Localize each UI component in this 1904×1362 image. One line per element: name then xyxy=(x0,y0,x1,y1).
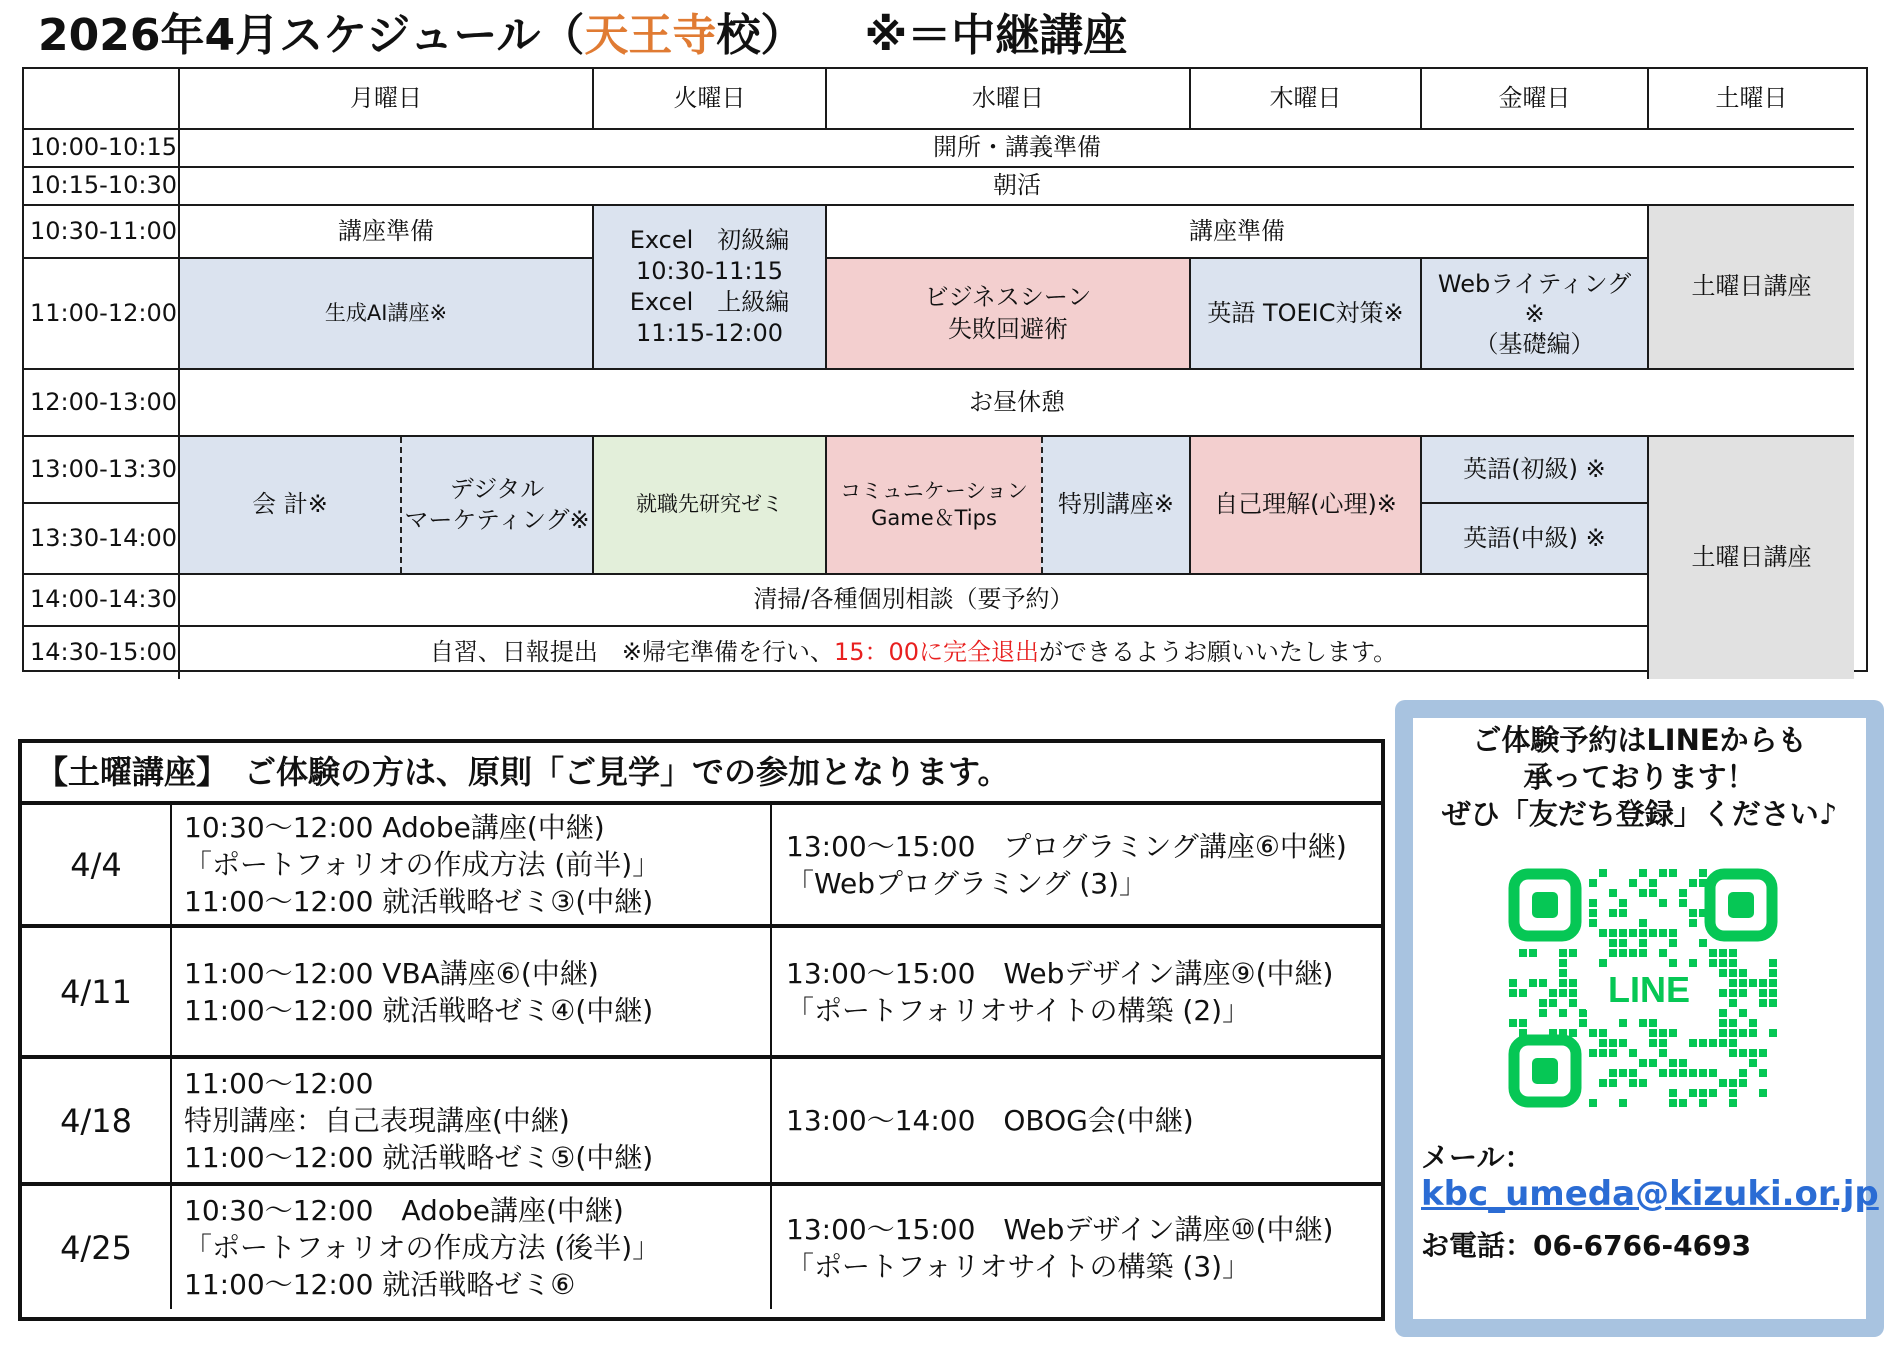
qr-module xyxy=(1719,1039,1727,1047)
qr-module xyxy=(1709,1039,1717,1047)
qr-module xyxy=(1599,1079,1607,1087)
qr-module xyxy=(1609,1079,1617,1087)
phone-number[interactable]: 06-6766-4693 xyxy=(1533,1229,1752,1262)
fri-web-writing-cell xyxy=(1422,259,1649,370)
qr-module xyxy=(1619,1069,1627,1077)
qr-module xyxy=(1759,999,1767,1007)
qr-module xyxy=(1699,939,1707,947)
qr-module xyxy=(1729,959,1737,967)
saturday-morning-courses xyxy=(172,1186,772,1309)
saturday-date: 4/11 xyxy=(22,928,172,1055)
course-line: 11:00～12:00 VBA講座⑥(中継) xyxy=(184,956,599,990)
course-line: 特別講座：自己表現講座(中継) xyxy=(184,1104,570,1137)
page-title xyxy=(38,8,1127,64)
phone-line xyxy=(1421,1224,1751,1264)
exit-time-notice: 15：00に完全退出 xyxy=(833,638,1040,667)
qr-module xyxy=(1699,869,1707,877)
qr-module xyxy=(1689,1089,1697,1097)
saturday-afternoon-courses xyxy=(772,928,1381,1055)
course-line: 「ポートフォリオサイトの構築 (2)」 xyxy=(786,993,1251,1027)
qr-module xyxy=(1729,1089,1737,1097)
course-line: 13:00～15:00 Webデザイン講座⑨(中継) xyxy=(786,956,1334,990)
mon-ai-course-cell: 生成AI講座※ xyxy=(180,259,594,370)
qr-module xyxy=(1509,1019,1517,1027)
qr-module xyxy=(1679,1099,1687,1107)
time-slot: 12:00-13:00 xyxy=(24,370,180,437)
qr-module xyxy=(1749,1029,1757,1037)
qr-module xyxy=(1509,979,1517,987)
qr-module xyxy=(1529,949,1537,957)
day-header-sat: 土曜日 xyxy=(1649,69,1854,130)
qr-module xyxy=(1639,929,1647,937)
qr-module xyxy=(1719,1009,1727,1017)
day-header-fri: 金曜日 xyxy=(1422,69,1649,130)
qr-module xyxy=(1519,949,1527,957)
qr-module xyxy=(1679,889,1687,897)
qr-module xyxy=(1669,939,1677,947)
qr-module xyxy=(1729,1029,1737,1037)
qr-module xyxy=(1659,1039,1667,1047)
qr-module xyxy=(1629,929,1637,937)
qr-module xyxy=(1759,1049,1767,1057)
qr-module xyxy=(1709,959,1717,967)
qr-module xyxy=(1639,949,1647,957)
qr-module xyxy=(1659,869,1667,877)
qr-module xyxy=(1629,1049,1637,1057)
qr-module xyxy=(1589,919,1597,927)
time-slot: 13:00-13:30 xyxy=(24,437,180,504)
saturday-course-table xyxy=(18,739,1385,1321)
qr-module xyxy=(1669,929,1677,937)
qr-module xyxy=(1769,999,1777,1007)
qr-finder-bl-core xyxy=(1532,1058,1558,1084)
qr-module xyxy=(1729,969,1737,977)
qr-module xyxy=(1549,989,1557,997)
saturday-morning-courses xyxy=(172,1059,772,1182)
qr-module xyxy=(1609,929,1617,937)
corner-cell xyxy=(24,69,180,130)
qr-module xyxy=(1699,1089,1707,1097)
digital-line-2: マーケティング※ xyxy=(404,506,590,534)
qr-module xyxy=(1619,1019,1627,1027)
qr-module xyxy=(1739,1069,1747,1077)
phone-label: お電話： xyxy=(1421,1229,1534,1262)
thu-self-understanding-cell: 自己理解(心理)※ xyxy=(1191,437,1422,575)
qr-module xyxy=(1559,979,1567,987)
course-line: 「ポートフォリオの作成方法 (前半)」 xyxy=(184,848,661,881)
qr-module xyxy=(1609,1069,1617,1077)
title-note: ※＝中継講座 xyxy=(864,10,1128,61)
qr-module xyxy=(1569,979,1577,987)
saturday-morning-courses xyxy=(172,928,772,1055)
qr-module xyxy=(1579,1019,1587,1027)
qr-module xyxy=(1669,1059,1677,1067)
wed-fri-prep-cell: 講座準備 xyxy=(827,206,1649,259)
qr-module xyxy=(1739,1049,1747,1057)
qr-module xyxy=(1549,999,1557,1007)
web-writing-line-1: Webライティング xyxy=(1437,269,1632,298)
qr-module xyxy=(1599,1029,1607,1037)
qr-module xyxy=(1559,949,1567,957)
qr-module xyxy=(1559,989,1567,997)
course-line: 「ポートフォリオサイトの構築 (3)」 xyxy=(786,1249,1251,1283)
line-qr-code-icon[interactable] xyxy=(1508,868,1778,1108)
qr-module xyxy=(1759,1089,1767,1097)
qr-module xyxy=(1629,949,1637,957)
fri-english-mid-cell: 英語(中級) ※ xyxy=(1422,504,1649,575)
qr-module xyxy=(1629,1079,1637,1087)
qr-module xyxy=(1609,949,1617,957)
qr-module xyxy=(1699,1069,1707,1077)
self-study-text: 自習、日報提出 ※帰宅準備を行い、 xyxy=(429,638,834,667)
qr-module xyxy=(1749,1019,1757,1027)
qr-module xyxy=(1659,1069,1667,1077)
course-line: 13:00～15:00 プログラミング講座⑥中継) xyxy=(786,829,1347,863)
qr-module xyxy=(1609,889,1617,897)
qr-module xyxy=(1569,1029,1577,1037)
saturday-date: 4/4 xyxy=(22,805,172,924)
qr-module xyxy=(1739,979,1747,987)
qr-module xyxy=(1649,1029,1657,1037)
qr-module xyxy=(1719,969,1727,977)
qr-module xyxy=(1589,1049,1597,1057)
qr-module xyxy=(1729,989,1737,997)
qr-module xyxy=(1619,929,1627,937)
qr-module xyxy=(1619,899,1627,907)
qr-module xyxy=(1719,959,1727,967)
lunch-break-cell: お昼休憩 xyxy=(180,370,1854,437)
qr-module xyxy=(1739,1009,1747,1017)
qr-module xyxy=(1589,899,1597,907)
qr-module xyxy=(1749,1059,1757,1067)
qr-module xyxy=(1769,959,1777,967)
qr-module xyxy=(1769,979,1777,987)
qr-module xyxy=(1599,869,1607,877)
excel-advanced-time: 11:15-12:00 xyxy=(636,319,783,348)
self-study-text-end: ができるようお願いいたします。 xyxy=(1039,638,1398,667)
excel-basic-label: Excel 初級編 xyxy=(629,225,790,254)
qr-module xyxy=(1689,1069,1697,1077)
title-campus: 天王寺 xyxy=(584,10,717,61)
qr-module xyxy=(1599,1039,1607,1047)
contact-panel xyxy=(1395,700,1884,1337)
excel-advanced-label: Excel 上級編 xyxy=(629,288,790,316)
qr-module xyxy=(1659,1049,1667,1057)
saturday-row xyxy=(22,1186,1381,1309)
comm-line-1: コミュニケーション xyxy=(840,478,1028,503)
qr-module xyxy=(1639,869,1647,877)
qr-module xyxy=(1609,1049,1617,1057)
qr-finder-tr-core xyxy=(1728,892,1754,918)
qr-module xyxy=(1719,1019,1727,1027)
course-line: 11:00～12:00 xyxy=(184,1067,374,1100)
saturday-row xyxy=(22,805,1381,928)
fri-english-basic-cell: 英語(初級) ※ xyxy=(1422,437,1649,504)
qr-module xyxy=(1729,979,1737,987)
day-header-tue: 火曜日 xyxy=(594,69,827,130)
qr-module xyxy=(1589,879,1597,887)
course-line: 13:00～15:00 Webデザイン講座⑩(中継) xyxy=(786,1212,1334,1246)
opening-cell: 開所・講義準備 xyxy=(180,130,1854,168)
weekly-schedule-table xyxy=(22,67,1868,672)
qr-module xyxy=(1729,949,1737,957)
qr-module xyxy=(1609,939,1617,947)
qr-module xyxy=(1649,1059,1657,1067)
saturday-row xyxy=(22,928,1381,1059)
business-line-2: 失敗回避術 xyxy=(948,314,1068,343)
qr-module xyxy=(1609,909,1617,917)
qr-module xyxy=(1529,979,1537,987)
qr-module xyxy=(1729,999,1737,1007)
qr-module xyxy=(1739,1079,1747,1087)
mail-label: メール： xyxy=(1421,1141,1533,1174)
qr-module xyxy=(1689,959,1697,967)
qr-module xyxy=(1589,1099,1597,1107)
day-header-wed: 水曜日 xyxy=(827,69,1191,130)
qr-module xyxy=(1709,1069,1717,1077)
self-study-cell xyxy=(180,627,1649,679)
qr-module xyxy=(1599,959,1607,967)
time-slot: 14:00-14:30 xyxy=(24,575,180,627)
qr-line-label: LINE xyxy=(1607,969,1691,1010)
business-line-1: ビジネスシーン xyxy=(924,283,1092,312)
qr-module xyxy=(1559,969,1567,977)
qr-module xyxy=(1739,989,1747,997)
day-header-mon: 月曜日 xyxy=(180,69,594,130)
qr-module xyxy=(1729,1039,1737,1047)
time-slot: 14:30-15:00 xyxy=(24,627,180,679)
course-line: 11:00～12:00 就活戦略ゼミ④(中継) xyxy=(184,993,654,1027)
qr-module xyxy=(1539,1009,1547,1017)
qr-module xyxy=(1519,1019,1527,1027)
time-slot: 11:00-12:00 xyxy=(24,259,180,370)
qr-module xyxy=(1669,1029,1677,1037)
invite-line: ぜひ「友だち登録」ください♪ xyxy=(1441,797,1838,831)
mon-pm-cell xyxy=(180,437,594,575)
course-line: 「ポートフォリオの作成方法 (後半)」 xyxy=(184,1231,661,1264)
title-main: 2026年4月スケジュール（ xyxy=(38,10,585,61)
qr-module xyxy=(1639,1019,1647,1027)
qr-module xyxy=(1749,1049,1757,1057)
course-line: 11:00～12:00 就活戦略ゼミ③(中継) xyxy=(184,885,654,918)
course-line: 10:30～12:00 Adobe講座(中継) xyxy=(184,1194,624,1227)
course-line: 10:30～12:00 Adobe講座(中継) xyxy=(184,811,605,844)
qr-module xyxy=(1619,949,1627,957)
line-invite-message xyxy=(1413,722,1866,833)
qr-module xyxy=(1569,989,1577,997)
qr-module xyxy=(1719,1079,1727,1087)
qr-module xyxy=(1639,1059,1647,1067)
digital-marketing-course xyxy=(400,437,592,573)
saturday-date: 4/18 xyxy=(22,1059,172,1182)
time-slot: 10:30-11:00 xyxy=(24,206,180,259)
saturday-header: 【土曜講座】 ご体験の方は、原則「ご見学」での参加となります。 xyxy=(22,743,1381,805)
qr-module xyxy=(1729,1019,1737,1027)
qr-module xyxy=(1679,899,1687,907)
wed-business-cell xyxy=(827,259,1191,370)
wed-pm-cell xyxy=(827,437,1191,575)
qr-module xyxy=(1579,1009,1587,1017)
qr-module xyxy=(1699,1039,1707,1047)
saturday-date: 4/25 xyxy=(22,1186,172,1309)
special-course: 特別講座※ xyxy=(1041,437,1189,573)
qr-module xyxy=(1739,1029,1747,1037)
title-suffix: 校） xyxy=(716,10,805,61)
qr-module xyxy=(1649,879,1657,887)
qr-module xyxy=(1649,1019,1657,1027)
qr-module xyxy=(1589,909,1597,917)
qr-module xyxy=(1699,1099,1707,1107)
qr-module xyxy=(1639,939,1647,947)
cleaning-consult-cell: 清掃/各種個別相談（要予約） xyxy=(180,575,1649,627)
qr-module xyxy=(1659,899,1667,907)
qr-module xyxy=(1669,1089,1677,1097)
qr-module xyxy=(1619,939,1627,947)
saturday-row xyxy=(22,1059,1381,1186)
course-line: 13:00～14:00 OBOG会(中継) xyxy=(786,1104,1194,1137)
qr-module xyxy=(1609,1039,1617,1047)
qr-module xyxy=(1719,949,1727,957)
qr-module xyxy=(1619,1099,1627,1107)
morning-activity-cell: 朝活 xyxy=(180,168,1854,206)
qr-module xyxy=(1739,969,1747,977)
qr-module xyxy=(1629,1069,1637,1077)
mon-prep-cell: 講座準備 xyxy=(180,206,594,259)
invite-line: 承っております！ xyxy=(1523,760,1756,794)
qr-module xyxy=(1769,1029,1777,1037)
email-link[interactable]: kbc_umeda@kizuki.or.jp xyxy=(1421,1174,1879,1214)
qr-module xyxy=(1729,1099,1737,1107)
qr-module xyxy=(1689,879,1697,887)
qr-module xyxy=(1599,929,1607,937)
qr-module xyxy=(1759,979,1767,987)
communication-course xyxy=(827,437,1041,573)
qr-module xyxy=(1589,1029,1597,1037)
qr-module xyxy=(1649,889,1657,897)
qr-module xyxy=(1509,989,1517,997)
course-line: 11:00～12:00 就活戦略ゼミ⑥ xyxy=(184,1268,576,1301)
qr-module xyxy=(1659,929,1667,937)
qr-module xyxy=(1629,879,1637,887)
qr-module xyxy=(1649,1039,1657,1047)
qr-module xyxy=(1729,1079,1737,1087)
qr-module xyxy=(1599,1049,1607,1057)
qr-module xyxy=(1719,1029,1727,1037)
qr-module xyxy=(1669,869,1677,877)
qr-module xyxy=(1539,999,1547,1007)
qr-module xyxy=(1679,1069,1687,1077)
qr-finder-tl-core xyxy=(1532,892,1558,918)
qr-module xyxy=(1749,979,1757,987)
qr-module xyxy=(1719,989,1727,997)
course-line: 「Webプログラミング (3)」 xyxy=(786,866,1148,900)
qr-module xyxy=(1679,1059,1687,1067)
contact-panel-inner xyxy=(1413,718,1879,1319)
sat-am-course-cell: 土曜日講座 xyxy=(1649,206,1854,370)
qr-module xyxy=(1569,949,1577,957)
qr-module xyxy=(1559,1009,1567,1017)
qr-module xyxy=(1709,1089,1717,1097)
saturday-afternoon-courses xyxy=(772,805,1381,924)
qr-module xyxy=(1669,1099,1677,1107)
qr-module xyxy=(1689,919,1697,927)
qr-module xyxy=(1669,1069,1677,1077)
saturday-morning-courses xyxy=(172,805,772,924)
saturday-afternoon-courses xyxy=(772,1059,1381,1182)
qr-module xyxy=(1769,989,1777,997)
day-header-thu: 木曜日 xyxy=(1191,69,1422,130)
tue-job-research-cell: 就職先研究ゼミ xyxy=(594,437,827,575)
qr-module xyxy=(1639,889,1647,897)
accounting-course: 会 計※ xyxy=(252,490,328,519)
qr-module xyxy=(1639,919,1647,927)
tue-excel-cell xyxy=(594,206,827,370)
invite-line: ご体験予約はLINEからも xyxy=(1472,723,1807,757)
qr-module xyxy=(1689,1039,1697,1047)
qr-module xyxy=(1709,949,1717,957)
qr-module xyxy=(1759,989,1767,997)
qr-module xyxy=(1769,969,1777,977)
qr-module xyxy=(1559,959,1567,967)
digital-line-1: デジタル xyxy=(449,474,545,503)
time-slot: 10:15-10:30 xyxy=(24,168,180,206)
qr-module xyxy=(1729,1049,1737,1057)
qr-module xyxy=(1689,909,1697,917)
qr-module xyxy=(1639,1079,1647,1087)
qr-module xyxy=(1759,1069,1767,1077)
qr-module xyxy=(1659,949,1667,957)
web-writing-line-3: （基礎編） xyxy=(1474,329,1595,358)
qr-module xyxy=(1539,979,1547,987)
saturday-afternoon-courses xyxy=(772,1186,1381,1309)
qr-module xyxy=(1619,1039,1627,1047)
thu-toeic-cell: 英語 TOEIC対策※ xyxy=(1191,259,1422,370)
qr-module xyxy=(1659,1029,1667,1037)
qr-module xyxy=(1649,929,1657,937)
time-slot: 10:00-10:15 xyxy=(24,130,180,168)
sat-pm-course-cell: 土曜日講座 xyxy=(1649,437,1854,679)
qr-module xyxy=(1669,959,1677,967)
comm-line-2: Game＆Tips xyxy=(871,506,997,530)
time-slot: 13:30-14:00 xyxy=(24,504,180,575)
course-line: 11:00～12:00 就活戦略ゼミ⑤(中継) xyxy=(184,1141,654,1174)
qr-module xyxy=(1519,989,1527,997)
qr-module xyxy=(1569,999,1577,1007)
excel-basic-time: 10:30-11:15 xyxy=(636,256,783,285)
qr-module xyxy=(1619,909,1627,917)
web-writing-line-2: ※ xyxy=(1524,299,1545,328)
